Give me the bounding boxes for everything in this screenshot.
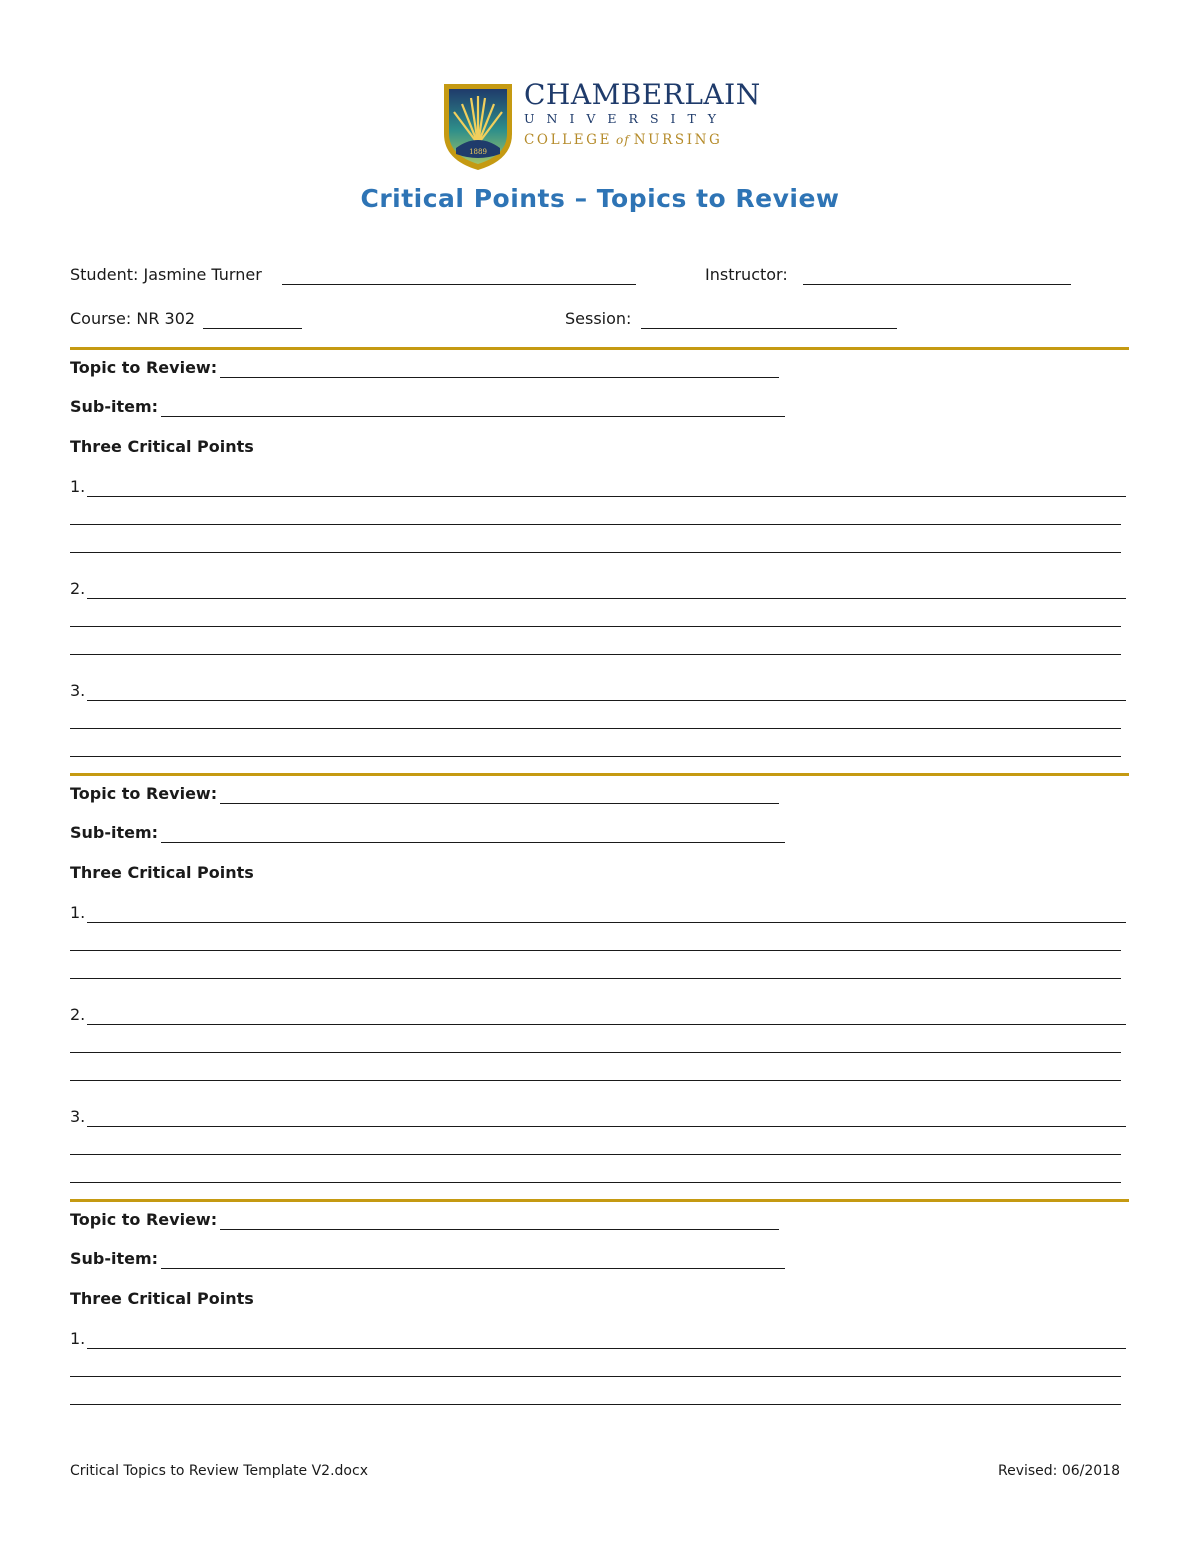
writing-line[interactable] [70, 1376, 1121, 1377]
critical-point-3[interactable]: 3. [70, 681, 1128, 703]
crest-icon [442, 82, 514, 172]
university-sub: UNIVERSITY [524, 111, 729, 126]
instructor-underline [803, 284, 1071, 285]
three-critical-points-heading: Three Critical Points [70, 437, 254, 456]
writing-line[interactable] [70, 524, 1121, 525]
writing-line[interactable] [70, 1154, 1121, 1155]
section-divider [70, 773, 1129, 776]
crest-year: 1889 [469, 148, 487, 156]
writing-line[interactable] [70, 1052, 1121, 1053]
critical-point-3[interactable]: 3. [70, 1107, 1128, 1129]
topic-to-review-field[interactable]: Topic to Review: [70, 358, 782, 380]
course-value: NR 302 [136, 309, 196, 328]
session-underline [641, 328, 897, 329]
student-field[interactable]: Student: Jasmine Turner [70, 265, 640, 287]
writing-line[interactable] [70, 1404, 1121, 1405]
instructor-field[interactable]: Instructor: [705, 265, 1075, 287]
university-name: CHAMBERLAIN [524, 78, 761, 111]
writing-line[interactable] [70, 756, 1121, 757]
section-divider [70, 347, 1129, 350]
critical-point-2[interactable]: 2. [70, 1005, 1128, 1027]
writing-line[interactable] [70, 552, 1121, 553]
topic-to-review-field[interactable]: Topic to Review: [70, 784, 782, 806]
three-critical-points-heading: Three Critical Points [70, 1289, 254, 1308]
session-field[interactable]: Session: [565, 309, 905, 331]
writing-line[interactable] [70, 654, 1121, 655]
writing-line[interactable] [70, 626, 1121, 627]
footer-revised: Revised: 06/2018 [997, 1463, 1120, 1479]
sub-item-field[interactable]: Sub-item: [70, 1249, 788, 1271]
student-underline [282, 284, 636, 285]
critical-point-1[interactable]: 1. [70, 903, 1128, 925]
college-name: COLLEGE of NURSING [524, 132, 723, 148]
critical-point-2[interactable]: 2. [70, 579, 1128, 601]
course-field[interactable]: Course: NR 302 [70, 309, 310, 331]
student-value: Jasmine Turner [143, 265, 262, 284]
critical-point-1[interactable]: 1. [70, 477, 1128, 499]
writing-line[interactable] [70, 978, 1121, 979]
footer-filename: Critical Topics to Review Template V2.docx [70, 1463, 368, 1479]
writing-line[interactable] [70, 1080, 1121, 1081]
sub-item-field[interactable]: Sub-item: [70, 397, 788, 419]
page-title: Critical Points – Topics to Review [360, 184, 840, 213]
section-divider [70, 1199, 1129, 1202]
sub-item-field[interactable]: Sub-item: [70, 823, 788, 845]
writing-line[interactable] [70, 1182, 1121, 1183]
writing-line[interactable] [70, 950, 1121, 951]
course-underline [203, 328, 302, 329]
topic-to-review-field[interactable]: Topic to Review: [70, 1210, 782, 1232]
chamberlain-logo [442, 78, 762, 172]
writing-line[interactable] [70, 728, 1121, 729]
critical-point-1[interactable]: 1. [70, 1329, 1128, 1351]
three-critical-points-heading: Three Critical Points [70, 863, 254, 882]
